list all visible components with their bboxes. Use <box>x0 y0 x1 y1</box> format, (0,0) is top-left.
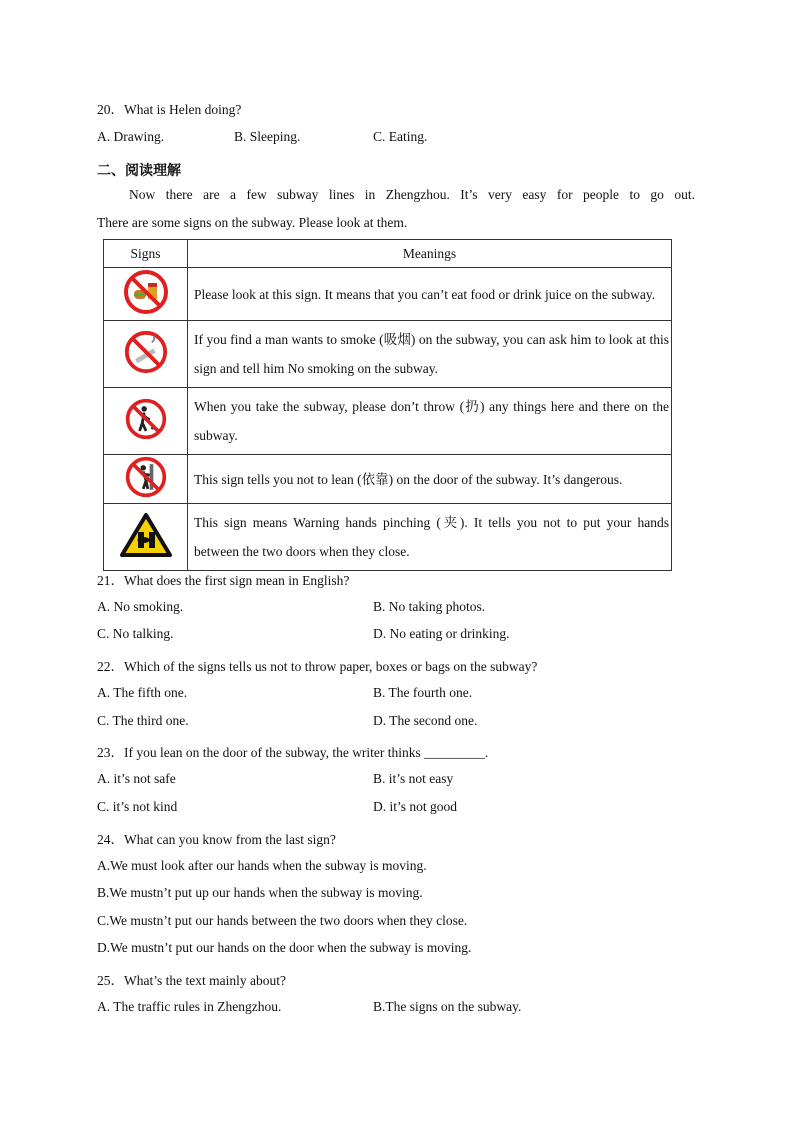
meaning-cell: When you take the subway, please don’t throw (扔) any things here and there on the subway. <box>188 388 672 455</box>
question-20: 20．What is Helen doing? <box>97 102 242 117</box>
table-row <box>104 504 672 571</box>
no-leaning-icon <box>124 455 168 499</box>
q23-option-b[interactable]: B. it’s not easy <box>373 771 454 786</box>
no-littering-icon <box>124 397 168 441</box>
question-21: 21．What does the first sign mean in English? <box>97 573 350 588</box>
q24-option-a[interactable]: A.We must look after our hands when the subway is moving. <box>97 858 427 873</box>
no-eating-drinking-icon <box>122 268 170 316</box>
q20-option-a[interactable]: A. Drawing. <box>97 129 165 144</box>
q20-option-c[interactable]: C. Eating. <box>373 129 428 144</box>
q22-option-a[interactable]: A. The fifth one. <box>97 685 188 700</box>
table-row <box>104 321 672 388</box>
q25-option-b[interactable]: B.The signs on the subway. <box>373 999 522 1014</box>
header-signs: Signs <box>104 240 188 268</box>
question-22: 22．Which of the signs tells us not to throw paper, boxes or bags on the subway? <box>97 659 538 674</box>
q24-option-b[interactable]: B.We mustn’t put up our hands when the subway is moving. <box>97 885 423 900</box>
question-24: 24．What can you know from the last sign? <box>97 832 336 847</box>
question-25: 25．What’s the text mainly about? <box>97 973 286 988</box>
q24-option-c[interactable]: C.We mustn’t put our hands between the two doors when they close. <box>97 913 468 928</box>
meaning-cell: Please look at this sign. It means that you can’t eat food or drink juice on the subway. <box>188 268 672 321</box>
q21-option-b[interactable]: B. No taking photos. <box>373 599 486 614</box>
sign-cell <box>104 455 188 504</box>
table-row <box>104 388 672 455</box>
no-smoking-icon <box>123 329 169 375</box>
q21-option-a[interactable]: A. No smoking. <box>97 599 184 614</box>
question-23: 23．If you lean on the door of the subway, the writer thinks _________. <box>97 745 489 760</box>
passage-line-2: There are some signs on the subway. Please look at them. <box>97 215 408 230</box>
q23-option-d[interactable]: D. it’s not good <box>373 799 458 814</box>
q20-option-b[interactable]: B. Sleeping. <box>234 129 301 144</box>
table-row <box>104 455 672 504</box>
section-title: 二、阅读理解 <box>97 163 181 179</box>
q22-option-c[interactable]: C. The third one. <box>97 713 189 728</box>
header-meanings: Meanings <box>188 240 672 268</box>
signs-table <box>103 239 672 571</box>
q25-option-a[interactable]: A. The traffic rules in Zhengzhou. <box>97 999 282 1014</box>
q23-option-c[interactable]: C. it’s not kind <box>97 799 178 814</box>
table-header-row <box>104 240 672 268</box>
q22-option-d[interactable]: D. The second one. <box>373 713 478 728</box>
table-row <box>104 268 672 321</box>
q21-option-d[interactable]: D. No eating or drinking. <box>373 626 510 641</box>
sign-cell <box>104 388 188 455</box>
meaning-cell: This sign means Warning hands pinching (夹). It tells you not to put your hands between the two doors when they close. <box>188 504 672 571</box>
q23-option-a[interactable]: A. it’s not safe <box>97 771 176 786</box>
meaning-cell: This sign tells you not to lean (依靠) on the door of the subway. It’s dangerous. <box>188 455 672 504</box>
q21-option-c[interactable]: C. No talking. <box>97 626 174 641</box>
passage-line-1: Now there are a few subway lines in Zhengzhou. It’s very easy for people to go out. <box>129 187 695 202</box>
meaning-cell: If you find a man wants to smoke (吸烟) on the subway, you can ask him to look at this sign and tell him No smoking on the subway. <box>188 321 672 388</box>
q22-option-b[interactable]: B. The fourth one. <box>373 685 473 700</box>
hands-pinching-warning-icon <box>120 512 172 558</box>
q24-option-d[interactable]: D.We mustn’t put our hands on the door when the subway is moving. <box>97 940 472 955</box>
sign-cell <box>104 504 188 571</box>
sign-cell <box>104 268 188 321</box>
sign-cell <box>104 321 188 388</box>
